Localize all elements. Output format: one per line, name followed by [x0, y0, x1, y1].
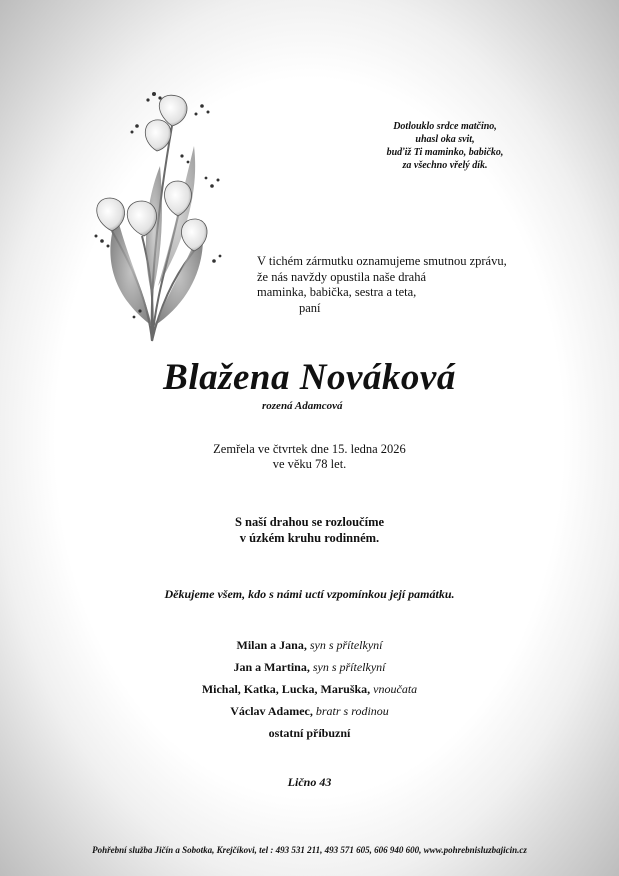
- announcement-line: paní: [299, 300, 321, 315]
- mourner-names: Václav Adamec,: [230, 704, 313, 718]
- announcement-line: že nás navždy opustila naše drahá: [257, 269, 427, 284]
- residence: Lično 43: [287, 775, 332, 789]
- mourner-relation: syn s přítelkyní: [309, 638, 383, 652]
- deceased-name: Blažena Nováková: [163, 357, 456, 398]
- thanks-note: Děkujeme všem, kdo s námi uctí vzpomínkou její památku.: [164, 587, 455, 601]
- poem-line: buďiž Ti maminko, babičko,: [386, 147, 504, 158]
- death-date: Zemřela ve čtvrtek dne 15. ledna 2026: [213, 442, 406, 456]
- poem: [360, 120, 530, 172]
- death-age: ve věku 78 let.: [272, 457, 347, 471]
- calla-lily-bouquet-icon: [82, 86, 227, 356]
- farewell-line: S naší drahou se rozloučíme: [234, 515, 385, 529]
- mourner-names: Michal, Katka, Lucka, Maruška,: [201, 682, 371, 696]
- announcement: [257, 254, 527, 316]
- mourner-names: ostatní příbuzní: [268, 726, 351, 740]
- mourner-row: [0, 634, 619, 656]
- mourner-names: Milan a Jana,: [236, 638, 307, 652]
- mourner-names: Jan a Martina,: [233, 660, 310, 674]
- poem-line: Dotlouklo srdce matčino,: [393, 121, 497, 132]
- announcement-line: V tichém zármutku oznamujeme smutnou zprávu,: [257, 254, 507, 268]
- mourner-row: [0, 656, 619, 678]
- mourner-row: [0, 700, 619, 722]
- mourner-row: [0, 722, 619, 744]
- poem-line: uhasl oka svit,: [415, 134, 475, 145]
- maiden-name: rozená Adamcová: [262, 400, 343, 412]
- farewell-line: v úzkém kruhu rodinném.: [239, 531, 380, 545]
- farewell-info: [0, 514, 619, 546]
- death-info: [0, 442, 619, 472]
- mourner-relation: bratr s rodinou: [315, 704, 389, 718]
- funeral-service-footer: Pohřební služba Jičín a Sobotka, Krejčíkovi, tel : 493 531 211, 493 571 605, 606 940 600, www.pohrebnisluzbajicin.cz: [92, 845, 527, 855]
- mourner-relation: syn s přítelkyní: [312, 660, 386, 674]
- mourner-relation: vnoučata: [373, 682, 418, 696]
- mourner-row: [0, 678, 619, 700]
- announcement-line: maminka, babička, sestra a teta,: [257, 285, 417, 299]
- mourners-list: [0, 634, 619, 744]
- poem-line: za všechno vřelý dík.: [402, 160, 488, 171]
